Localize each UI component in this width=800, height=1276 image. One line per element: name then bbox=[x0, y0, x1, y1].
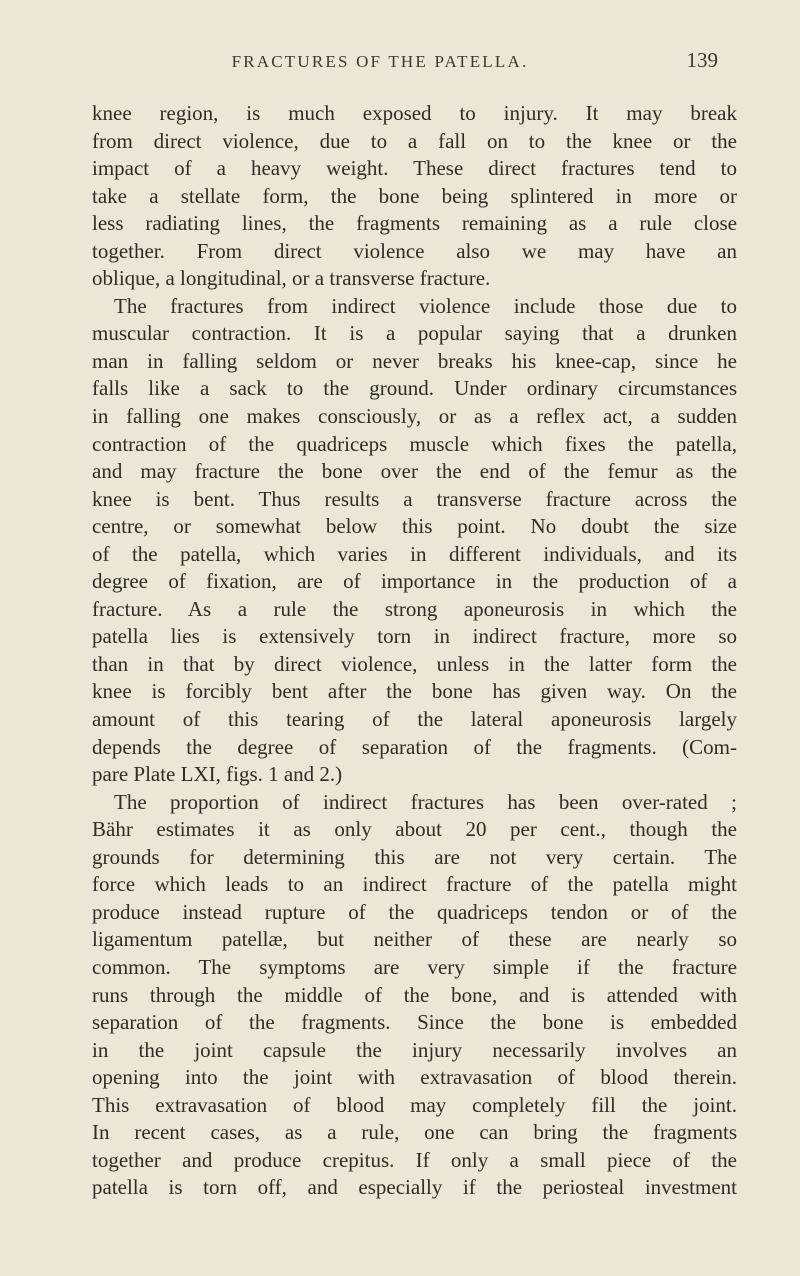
body-text bbox=[92, 100, 737, 1202]
text-line: ligamentum patellæ, but neither of these are nearly so bbox=[92, 927, 737, 952]
text-line: together and produce crepitus. If only a small piece of the bbox=[92, 1147, 737, 1172]
text-line: runs through the middle of the bone, and is attended with bbox=[92, 982, 737, 1007]
text-line: of the patella, which varies in different individuals, and its bbox=[92, 541, 737, 566]
text-line: oblique, a longitudinal, or a transverse fracture. bbox=[92, 266, 491, 291]
text-line: from direct violence, due to a fall on to the knee or the bbox=[92, 128, 737, 153]
text-line: knee region, is much exposed to injury. It may break bbox=[92, 101, 737, 125]
text-line: centre, or somewhat below this point. No doubt the size bbox=[92, 514, 737, 539]
text-line: impact of a heavy weight. These direct fractures tend to bbox=[92, 156, 737, 181]
text-line: take a stellate form, the bone being splintered in more or bbox=[92, 183, 737, 208]
text-line: and may fracture the bone over the end of the femur as the bbox=[92, 459, 737, 484]
text-line: together. From direct violence also we may have an bbox=[92, 238, 737, 263]
text-line: separation of the fragments. Since the bone is embedded bbox=[92, 1010, 737, 1035]
text-line: grounds for determining this are not very certain. The bbox=[92, 844, 737, 869]
text-line: less radiating lines, the fragments remaining as a rule close bbox=[92, 211, 737, 236]
text-line: in the joint capsule the injury necessarily involves an bbox=[92, 1037, 737, 1062]
text-line: patella lies is extensively torn in indirect fracture, more so bbox=[92, 624, 737, 649]
text-line: muscular contraction. It is a popular saying that a drunken bbox=[92, 321, 737, 346]
text-line: depends the degree of separation of the fragments. (Com- bbox=[92, 734, 737, 759]
text-line: common. The symptoms are very simple if the fracture bbox=[92, 954, 737, 979]
text-line: opening into the joint with extravasation of blood therein. bbox=[92, 1065, 737, 1090]
text-line: In recent cases, as a rule, one can bring the fragments bbox=[92, 1120, 737, 1145]
text-line: produce instead rupture of the quadriceps tendon or of the bbox=[92, 899, 737, 924]
text-line: man in falling seldom or never breaks his knee-cap, since he bbox=[92, 348, 737, 373]
text-line: knee is forcibly bent after the bone has given way. On the bbox=[92, 679, 737, 704]
text-line: Bähr estimates it as only about 20 per cent., though the bbox=[92, 817, 737, 842]
text-line: knee is bent. Thus results a transverse fracture across the bbox=[92, 486, 737, 511]
text-line: degree of fixation, are of importance in the production of a bbox=[92, 569, 737, 594]
text-line: This extravasation of blood may completely fill the joint. bbox=[92, 1092, 737, 1117]
text-line: force which leads to an indirect fracture of the patella might bbox=[92, 872, 737, 897]
text-line: contraction of the quadriceps muscle which fixes the patella, bbox=[92, 431, 737, 456]
text-line: The proportion of indirect fractures has been over-rated ; bbox=[114, 789, 737, 814]
text-line: patella is torn off, and especially if the periosteal investment bbox=[92, 1175, 737, 1200]
text-line: pare Plate LXI, figs. 1 and 2.) bbox=[92, 762, 343, 787]
text-line: in falling one makes consciously, or as a reflex act, a sudden bbox=[92, 404, 737, 429]
page-number: 139 bbox=[686, 48, 718, 72]
running-title: FRACTURES OF THE PATELLA. bbox=[231, 52, 529, 71]
text-line: falls like a sack to the ground. Under ordinary circumstances bbox=[92, 376, 737, 401]
text-line: The fractures from indirect violence include those due to bbox=[114, 293, 737, 318]
text-line: amount of this tearing of the lateral aponeurosis largely bbox=[92, 707, 737, 732]
text-line: fracture. As a rule the strong aponeurosis in which the bbox=[92, 596, 737, 621]
text-line: than in that by direct violence, unless in the latter form the bbox=[92, 651, 737, 676]
